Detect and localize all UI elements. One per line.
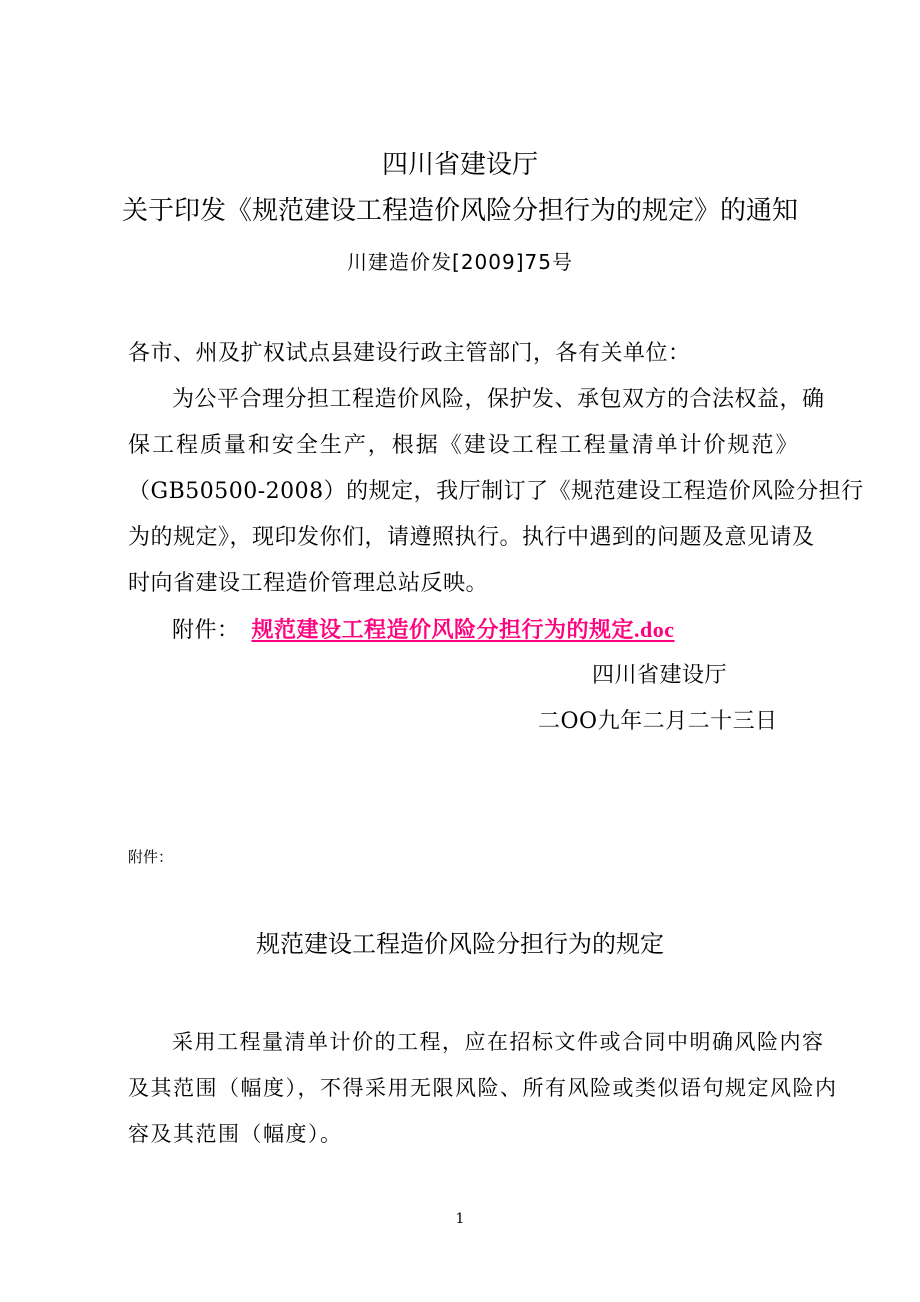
paragraph-line: 为公平合理分担工程造价风险，保护发、承包双方的合法权益，确 (172, 387, 825, 412)
signature: 四川省建设厅 (592, 663, 728, 688)
appendix-label: 附件： (128, 848, 174, 866)
paragraph-line: （GB50500-2008）的规定，我厅制订了《规范建设工程造价风险分担行 (128, 479, 864, 504)
issue-date: 二OO九年二月二十三日 (538, 709, 778, 734)
page-number: 1 (455, 1211, 465, 1227)
regulation-line: 容及其范围（幅度）。 (128, 1122, 343, 1146)
attachment-row (172, 619, 675, 642)
regulation-title: 规范建设工程造价风险分担行为的规定 (256, 930, 664, 958)
paragraph-line: 为的规定》，现印发你们，请遵照执行。执行中遇到的问题及意见请及 (128, 525, 815, 550)
salutation: 各市、州及扩权试点县建设行政主管部门，各有关单位： (128, 341, 691, 366)
regulation-line: 采用工程量清单计价的工程，应在招标文件或合同中明确风险内容 (172, 1030, 825, 1054)
regulation-line: 及其范围（幅度），不得采用无限风险、所有风险或类似语句规定风险内 (128, 1076, 838, 1100)
agency-title: 四川省建设厅 (381, 150, 538, 180)
paragraph-line: 保工程质量和安全生产，根据《建设工程工程量清单计价规范》 (128, 433, 798, 458)
notice-title: 关于印发《规范建设工程造价风险分担行为的规定》的通知 (121, 196, 798, 226)
attachment-label: 附件： (172, 618, 240, 643)
document-number: 川建造价发[2009]75号 (347, 250, 573, 274)
paragraph-line: 时向省建设工程造价管理总站反映。 (128, 571, 489, 596)
attachment-link[interactable]: 规范建设工程造价风险分担行为的规定.doc (251, 617, 675, 642)
